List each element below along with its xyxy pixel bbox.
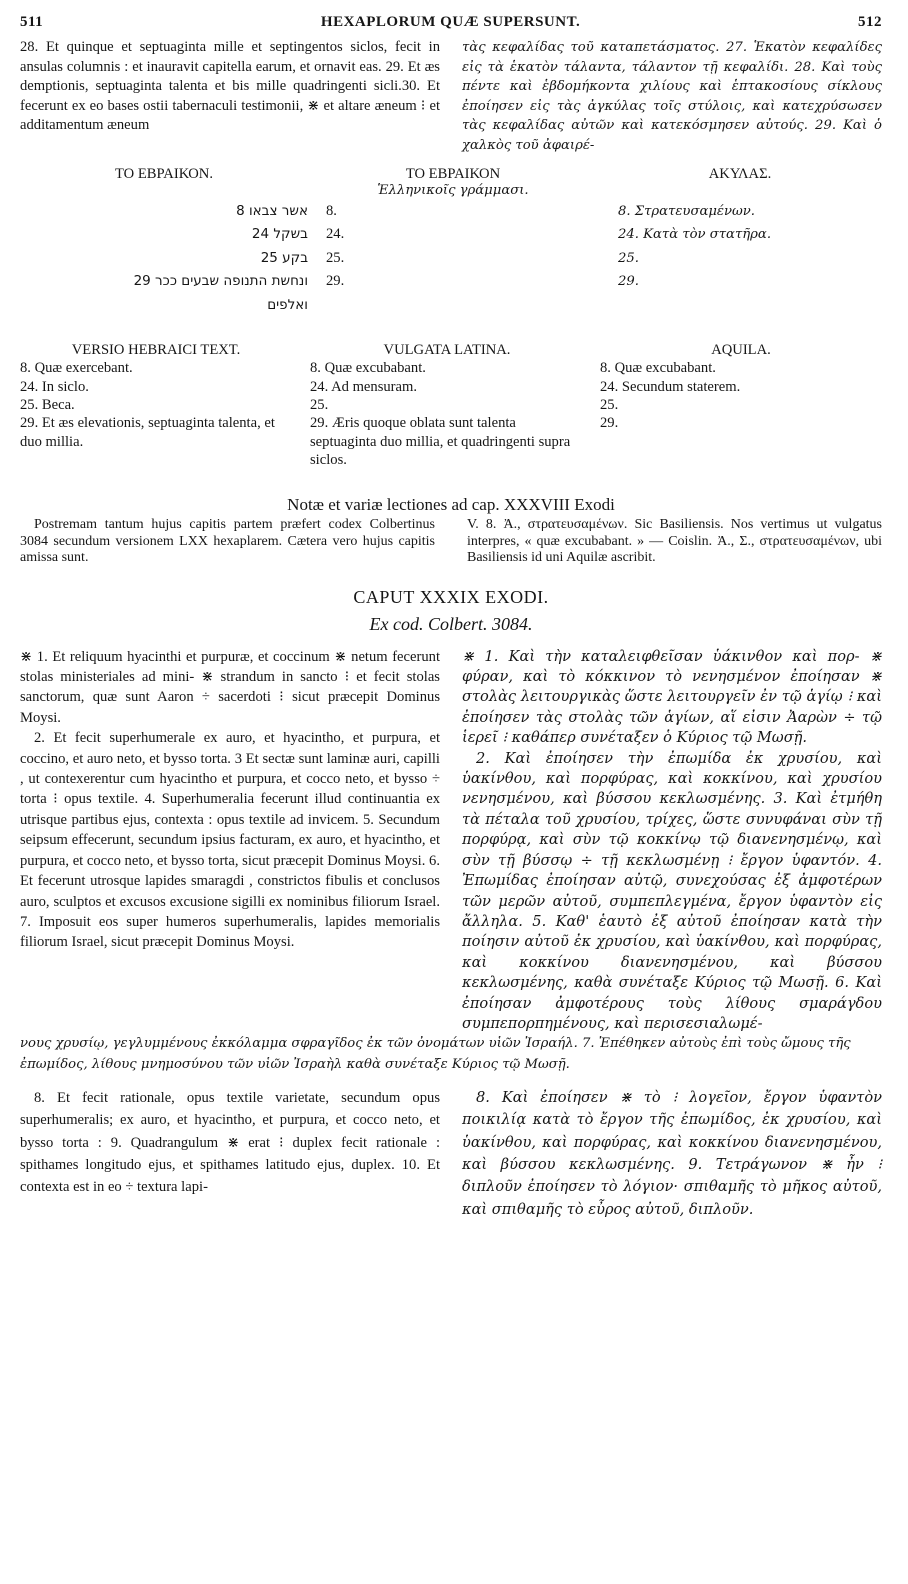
- greek-letters-row: 29.: [326, 273, 345, 290]
- versio-row: 29. Et æs elevationis, septuaginta talenta, et duo millia.: [20, 415, 275, 450]
- chapter-title: CAPUT XXXIX EXODI.: [353, 586, 549, 607]
- head-greek-letters-sub: Ἑλληνικοῖς γράμμασι.: [377, 182, 529, 198]
- hebrew-row: בקע 25: [260, 249, 308, 266]
- head-greek-letters: ΤΟ ΕΒΡΑΙΚΟΝ: [405, 165, 501, 182]
- head-versio: VERSIO HEBRAICI TEXT.: [71, 342, 241, 359]
- notes-title: Notæ et variæ lectiones ad cap. XXXVIII Exodi: [287, 495, 615, 515]
- vulgata-row: 29. Æris quoque oblata sunt talenta septuaginta duo millia, et quadringenti supra siclos.: [310, 415, 571, 468]
- hebrew-row: אשר צבאו 8: [236, 202, 308, 219]
- head-greek-letters-block: [308, 166, 598, 198]
- left-page-number: 511: [20, 14, 44, 30]
- vulgata-row: 24. Ad mensuram.: [310, 378, 418, 395]
- versio-row: 24. In siclo.: [20, 378, 89, 395]
- aquila-latin-column: [600, 341, 882, 469]
- greek-verse-1: ⋇ 1. Καὶ τὴν καταλειφθεῖσαν ὑάκινθον καὶ πορ- ⋇ φύραν, καὶ τὸ κόκκινον τὸ νενησμένον ἐποίησαν ⋇ στολὰς λειτουργικὰς ὥστε λειτουργεῖν ἐν τῷ ἁγίῳ ⁝ καὶ ἐποίησεν τὰς στολὰς τῶν ἁγίων, αἵ εἰσιν Ἀαρὼν ÷ τῷ ἱερεῖ ⁝ καθάπερ συνέταξεν ὁ Κύριος τῷ Μωσῇ.: [462, 647, 882, 747]
- hebrew-column: [20, 200, 308, 318]
- right-page-number: 512: [857, 14, 882, 30]
- running-header: [20, 14, 882, 38]
- top-greek-column: [462, 38, 882, 156]
- notes-columns: [20, 517, 882, 567]
- hexapla-table-heads: [20, 166, 882, 198]
- latin-versions-table: [20, 341, 882, 469]
- versio-row: 25. Beca.: [20, 396, 75, 413]
- notes-right: [467, 517, 882, 567]
- head-aquila-latin: AQUILA.: [711, 342, 771, 359]
- greek-verses-8-9: 8. Καὶ ἐποίησεν ⋇ τὸ ⁝ λογεῖον, ἔργον ὑφαντὸν ποικιλίᾳ κατὰ τὸ ἔργον τῆς ἐπωμίδος, ἐκ χρυσίου, καὶ ὑακίνθου, καὶ πορφύρας, καὶ κοκκίνου διανενησμένου, καὶ βύσσου κεκλωσμένης. 9. Τετράγωνον ⋇ ἦν ⁝ διπλοῦν ἐποίησεν τὸ λόγιον· σπιθαμῆς τὸ μῆκος αὐτοῦ, καὶ σπιθαμῆς τὸ εὖρος αὐτοῦ, διπλοῦν.: [462, 1089, 882, 1218]
- final-latin-column: [20, 1087, 440, 1221]
- main-greek-column: [462, 647, 882, 1035]
- final-greek-column: [462, 1087, 882, 1221]
- chapter-subtitle: Ex cod. Colbert. 3084.: [369, 613, 533, 634]
- versio-column: [20, 341, 310, 469]
- top-greek-text: τὰς κεφαλίδας τοῦ καταπετάσματος. 27. Ἑκατὸν κεφαλίδες εἰς τὰ ἑκατὸν τάλαντα, τάλαντον τῇ κεφαλίδι. 28. Καὶ τοὺς πέντε καὶ ἑβδομήκοντα χιλίους καὶ ἑπτακοσίους σίκλους ἐποίησεν εἰς τὰς ἀγκύλας τοῖς στύλοις, καὶ κατεχρύσωσεν τὰς κεφαλίδας αὐτῶν καὶ κατεκόσμησεν αὐτούς. 29. Καὶ ὁ χαλκὸς τοῦ ἀφαιρέ-: [462, 40, 882, 153]
- greek-letters-column: [308, 200, 598, 318]
- vulgata-column: [310, 341, 600, 469]
- head-vulgata: VULGATA LATINA.: [383, 342, 511, 359]
- versio-row: 8. Quæ exercebant.: [20, 360, 133, 377]
- greek-verses-2-6: 2. Καὶ ἐποίησεν τὴν ἐπωμίδα ἐκ χρυσίου, καὶ ὑακίνθου, καὶ πορφύρας, καὶ κοκκίνου, καὶ χρυσίου νενησμένου, καὶ βύσσου κεκλωσμένης. 3. Καὶ ἐτμήθη τὰ πέταλα τοῦ χρυσίου, τρίχες, ὥστε συνυφάναι σὺν τῇ πορφύρᾳ, καὶ σὺν τῷ κοκκίνῳ τῷ διανενησμένῳ, καὶ σὺν τῇ βύσσῳ ÷ τῇ κεκλωσμένῃ ⁝ ἔργον ὑφαντόν. 4. Ἐπωμίδας ἐποίησαν αὐτῷ, συνεχούσας ἐξ ἀμφοτέρων τῶν μερῶν αὐτοῦ, συμπεπλεγμένα, ἔργον ὑφαντὸν εἰς ἄλληλα. 5. Καθ' ἑαυτὸ ἐξ αὐτοῦ ἐποίησαν κατὰ τὴν ποίησιν αὐτοῦ ἐκ χρυσίου, καὶ ὑακίνθου, καὶ πορφύρας, καὶ κοκκίνου διανενησμένου, καὶ βύσσου κεκλωσμένης, καθὰ συνέταξε Κύριος τῷ Μωσῇ. 6. Καὶ ἐποίησαν ἀμφοτέρους τοὺς λίθους σμαράγδου συμπεπορπημένους, καὶ περισεσιαλωμέ-: [462, 749, 882, 1032]
- greek-letters-row: 24.: [326, 226, 345, 243]
- aquila-row: 29.: [618, 274, 639, 290]
- notes-right-text: V. 8. Ἀ., στρατευσαμένων. Sic Basiliensis. Nos vertimus ut vulgatus interpres, « quæ excubabant. » — Coislin. Ἀ., Σ., στρατευσαμένων, ubi Basiliensis id uni Aquilæ ascribit.: [467, 517, 882, 566]
- vulgata-row: 8. Quæ excubabant.: [310, 360, 426, 377]
- head-aquila-greek: ΑΚΥΛΑΣ.: [708, 165, 772, 182]
- greek-letters-row: 8.: [326, 202, 337, 219]
- top-columns: [20, 38, 882, 156]
- aquila-greek-column: [598, 200, 882, 318]
- aquila-row: 24. Κατὰ τὸν στατῆρα.: [618, 227, 772, 243]
- latin-verse-1: ⋇ 1. Et reliquum hyacinthi et purpuræ, et coccinum ⋇ netum fecerunt stolas ministeriales ad mini- ⋇ strandum in sancto ⁝ et fecit stolas sanctorum, quæ sunt Aaron ÷ sacerdoti ⁝ sicut præcepit Dominus Moysi.: [20, 648, 440, 726]
- top-latin-text: 28. Et quinque et septuaginta mille et septingentos siclos, fecit in ansulas columnis : et inauravit capitella earum, et ornavit eas. 29. Et æs demptionis, septuaginta talenta et bis mille quadringenti sicli.30. Et fecerunt ex eo bases ostii tabernaculi testimonii, ⋇ et altare æneum ⁝ et additamentum æneum: [20, 39, 440, 134]
- latin-verses-8-10: 8. Et fecit rationale, opus textile varietate, secundum opus superhumeralis; ex auro, et hyacintho, et purpura, et cocco neto, et bysso torta : 9. Quadrangulum ⋇ erat ⁝ duplex fecit rationale : spithames longitudo ejus, et spithames latitudo ejus, duplex. 10. Et contexta est in eo ÷ textura lapi-: [20, 1090, 440, 1196]
- aquila-row: 25.: [618, 250, 639, 266]
- main-latin-column: [20, 647, 440, 1035]
- vulgata-row: 25.: [310, 396, 329, 413]
- latin-verses-2-7: 2. Et fecit superhumerale ex auro, et hyacintho, et purpura, et coccino, et auro neto, et bysso torta. 3 Et sectæ sunt laminæ auri, capilli , ut contexerentur cum hyacintho et purpura, et cocco neto, et bysso ÷ torta ⁝ opus textile. 4. Superhumeralia fecerunt illud continuantia ex utrisque partibus ejus, contexta : opus textile ad invicem. 5. Secundum seipsum effecerunt, secundum ipsius facturam, ex auro, et hyacintho, et purpura, et cocco neto, et bysso torta, sicut præcepit Dominus Moysi. 6. Et fecerunt utrosque lapides smaragdi , constrictos fibulis et conclusos auro, sculptos et excusos excusione sigilli ex nominibus filiorum Israel. 7. Imposuit eos super humeros superhumeralis, lapides memorialis filiorum Israel, sicut præcepit Dominus Moysi.: [20, 730, 440, 951]
- aquila-latin-row: 24. Secundum staterem.: [600, 378, 741, 395]
- hebrew-row: בשקל 24: [251, 226, 308, 243]
- final-columns: [20, 1087, 882, 1221]
- hebrew-row: ואלפים: [267, 296, 308, 313]
- aquila-latin-row: 8. Quæ excubabant.: [600, 360, 716, 377]
- greek-letters-row: 25.: [326, 249, 345, 266]
- aquila-latin-row: 29.: [600, 415, 619, 432]
- notes-left-text: Postremam tantum hujus capitis partem præfert codex Colbertinus 3084 secundum versionem LXX hexaplarem. Cætera vero hujus capitis amissa sunt.: [20, 517, 435, 566]
- notes-left: [20, 517, 435, 567]
- aquila-row: 8. Στρατευσαμένων.: [618, 203, 755, 219]
- main-columns: [20, 647, 882, 1035]
- running-title: HEXAPLORUM QUÆ SUPERSUNT.: [320, 14, 581, 30]
- wide-greek-line: νους χρυσίῳ, γεγλυμμένους ἐκκόλαμμα σφραγῖδος ἐκ τῶν ὀνομάτων υἱῶν Ἰσραήλ. 7. Ἐπέθηκεν αὐτοὺς ἐπὶ τοὺς ὤμους τῆς ἐπωμίδος, λίθους μνημοσύνου τῶν υἱῶν Ἰσραὴλ καθὰ συνέταξε Κύριος τῷ Μωσῇ.: [20, 1036, 851, 1072]
- hexapla-table: [20, 200, 882, 318]
- aquila-latin-row: 25.: [600, 396, 619, 413]
- head-hebrew: ΤΟ ΕΒΡΑΙΚΟΝ.: [115, 165, 213, 182]
- hebrew-row: ונחשת התנופה שבעים ככר 29: [133, 273, 308, 290]
- top-latin-column: [20, 38, 440, 156]
- page: [20, 14, 882, 1221]
